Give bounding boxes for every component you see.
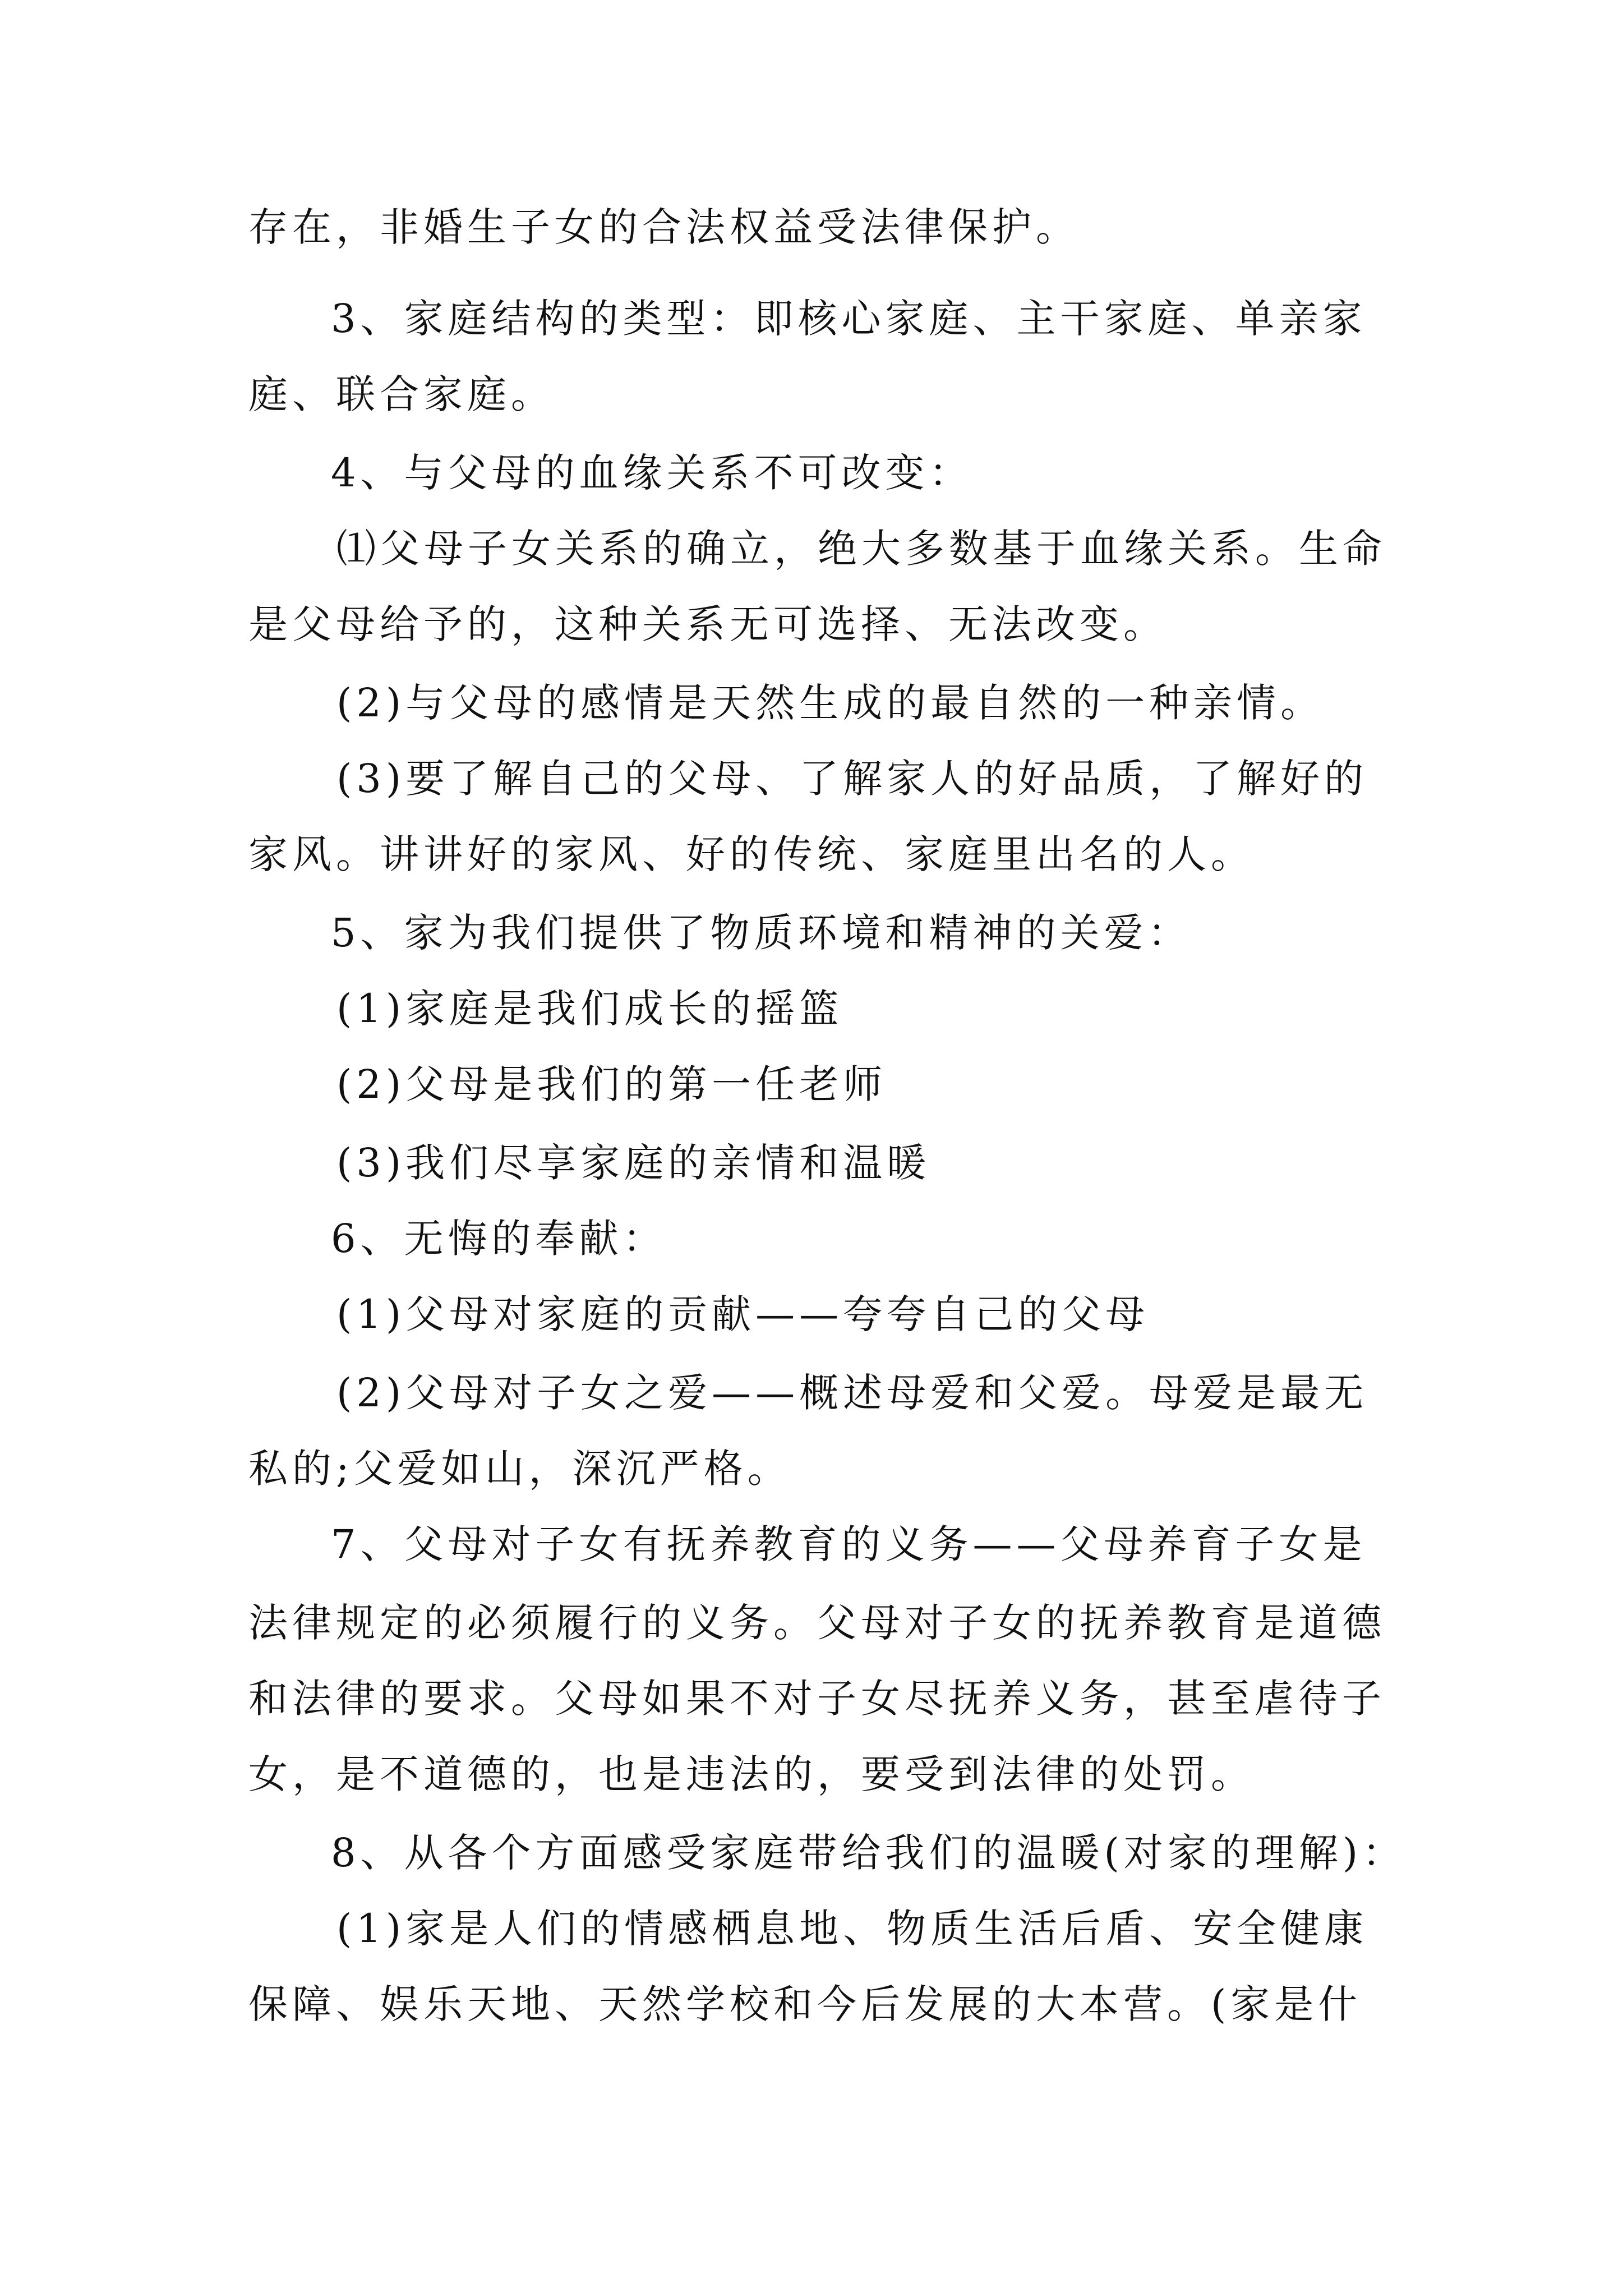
- text-line-4: 4、与父母的血缘关系不可改变：: [331, 450, 973, 496]
- text-line-23: (1)家是人们的情感栖息地、物质生活后盾、安全健康: [336, 1906, 1368, 1952]
- text-line-22: 8、从各个方面感受家庭带给我们的温暖(对家的理解)：: [331, 1830, 1407, 1876]
- text-line-14: 6、无悔的奉献：: [331, 1216, 667, 1262]
- text-line-11: (1)家庭是我们成长的摇篮: [336, 986, 843, 1032]
- text-line-9: 家风。讲讲好的家风、好的传统、家庭里出名的人。: [248, 831, 1255, 877]
- text-line-18: 7、父母对子女有抚养教育的义务——父母养育子女是: [331, 1521, 1367, 1567]
- text-line-3: 庭、联合家庭。: [248, 371, 555, 417]
- text-line-21: 女，是不道德的，也是违法的，要受到法律的处罚。: [248, 1751, 1255, 1797]
- text-line-1: 存在，非婚生子女的合法权益受法律保护。: [248, 204, 1080, 250]
- text-line-13: (3)我们尽享家庭的亲情和温暖: [336, 1140, 931, 1186]
- text-line-2: 3、家庭结构的类型：即核心家庭、主干家庭、单亲家: [331, 296, 1367, 342]
- text-line-6: 是父母给予的，这种关系无可选择、无法改变。: [248, 601, 1167, 647]
- text-line-5: ⑴父母子女关系的确立，绝大多数基于血缘关系。生命: [336, 526, 1386, 572]
- text-line-20: 和法律的要求。父母如果不对子女尽抚养义务，甚至虐待子: [248, 1676, 1386, 1722]
- text-line-17: 私的;父爱如山，深沉严格。: [248, 1446, 791, 1492]
- text-line-19: 法律规定的必须履行的义务。父母对子女的抚养教育是道德: [248, 1600, 1386, 1646]
- text-line-12: (2)父母是我们的第一任老师: [336, 1061, 887, 1107]
- text-line-15: (1)父母对家庭的贡献——夸夸自己的父母: [336, 1291, 1150, 1337]
- text-line-8: (3)要了解自己的父母、了解家人的好品质，了解好的: [336, 756, 1368, 802]
- text-line-24: 保障、娱乐天地、天然学校和今后发展的大本营。(家是什: [248, 1981, 1362, 2027]
- text-line-10: 5、家为我们提供了物质环境和精神的关爱：: [331, 910, 1192, 956]
- text-line-7: (2)与父母的感情是天然生成的最自然的一种亲情。: [336, 680, 1325, 726]
- text-line-16: (2)父母对子女之爱——概述母爱和父爱。母爱是最无: [336, 1370, 1368, 1416]
